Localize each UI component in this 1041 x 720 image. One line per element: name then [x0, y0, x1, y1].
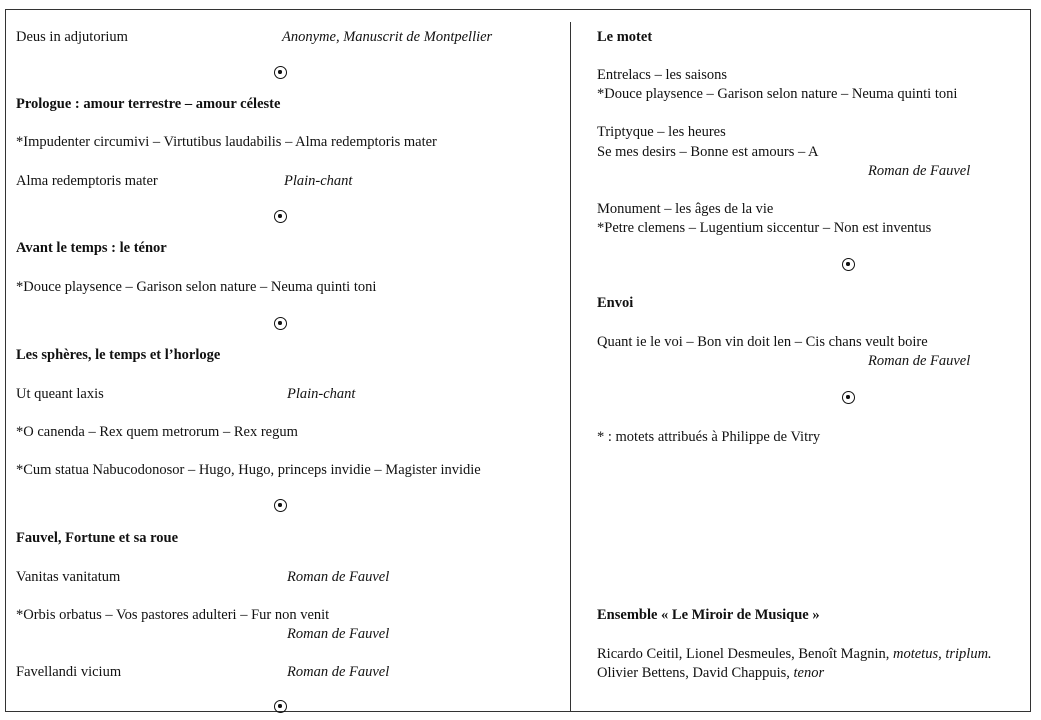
- envoi-line-1: Quant ie le voi – Bon vin doit len – Cis chans veult boire: [597, 334, 928, 350]
- footnote: * : motets attribués à Philippe de Vitry: [597, 429, 821, 445]
- ornament-icon: [274, 700, 287, 713]
- avant-heading: Avant le temps : le ténor: [16, 240, 167, 256]
- ornament-icon: [274, 66, 287, 79]
- column-divider: [570, 22, 571, 712]
- fauvel-line-1-source: Roman de Fauvel: [287, 569, 390, 585]
- fauvel-line-3-source: Roman de Fauvel: [287, 664, 390, 680]
- spheres-heading: Les sphères, le temps et l’horloge: [16, 347, 221, 363]
- ensemble-heading: Ensemble « Le Miroir de Musique »: [597, 607, 820, 623]
- envoi-line-1-source: Roman de Fauvel: [868, 353, 971, 369]
- motet-group-1-line-1: Entrelacs – les saisons: [597, 67, 728, 83]
- spheres-line-2: *O canenda – Rex quem metrorum – Rex regum: [16, 424, 298, 440]
- motet-group-3-line-2: *Petre clemens – Lugentium siccentur – Non est inventus: [597, 220, 932, 236]
- ensemble-line-2-names: Olivier Bettens, David Chappuis,: [597, 665, 790, 681]
- motet-group-3-line-1: Monument – les âges de la vie: [597, 201, 774, 217]
- fauvel-line-2: *Orbis orbatus – Vos pastores adulteri – Fur non venit: [16, 607, 330, 623]
- fauvel-line-2-source: Roman de Fauvel: [287, 626, 390, 642]
- prologue-line-2-title: Alma redemptoris mater: [16, 173, 158, 189]
- ensemble-line-1: [597, 645, 992, 664]
- motet-group-2-line-1: Triptyque – les heures: [597, 124, 726, 140]
- intro-source: Anonyme, Manuscrit de Montpellier: [282, 29, 493, 45]
- ensemble-line-2: [597, 664, 824, 683]
- motet-group-1-line-2: *Douce playsence – Garison selon nature – Neuma quinti toni: [597, 86, 958, 102]
- ornament-icon: [274, 499, 287, 512]
- envoi-heading: Envoi: [597, 295, 634, 311]
- ensemble-role-motetus: motetus: [893, 646, 939, 662]
- ornament-icon: [842, 391, 855, 404]
- ensemble-role-triplum: triplum.: [945, 646, 992, 662]
- fauvel-heading: Fauvel, Fortune et sa roue: [16, 530, 179, 546]
- ensemble-role-tenor: tenor: [793, 665, 825, 681]
- motet-group-2-line-2: Se mes desirs – Bonne est amours – A: [597, 144, 819, 160]
- prologue-line-1: *Impudenter circumivi – Virtutibus laudabilis – Alma redemptoris mater: [16, 134, 437, 150]
- fauvel-line-1-title: Vanitas vanitatum: [16, 569, 121, 585]
- motet-heading: Le motet: [597, 29, 653, 45]
- avant-line-1: *Douce playsence – Garison selon nature – Neuma quinti toni: [16, 279, 377, 295]
- fauvel-line-3-title: Favellandi vicium: [16, 664, 122, 680]
- ornament-icon: [842, 258, 855, 271]
- ensemble-line-1-names: Ricardo Ceitil, Lionel Desmeules, Benoît Magnin,: [597, 646, 890, 662]
- prologue-heading: Prologue : amour terrestre – amour céleste: [16, 96, 281, 112]
- ornament-icon: [274, 210, 287, 223]
- ornament-icon: [274, 317, 287, 330]
- spheres-line-1-source: Plain-chant: [287, 386, 356, 402]
- spheres-line-3: *Cum statua Nabucodonosor – Hugo, Hugo, princeps invidie – Magister invidie: [16, 462, 481, 478]
- prologue-line-2-source: Plain-chant: [284, 173, 353, 189]
- ensemble-role-separator: ,: [938, 646, 946, 662]
- motet-group-2-source: Roman de Fauvel: [868, 163, 971, 179]
- spheres-line-1-title: Ut queant laxis: [16, 386, 104, 402]
- intro-title: Deus in adjutorium: [16, 29, 128, 45]
